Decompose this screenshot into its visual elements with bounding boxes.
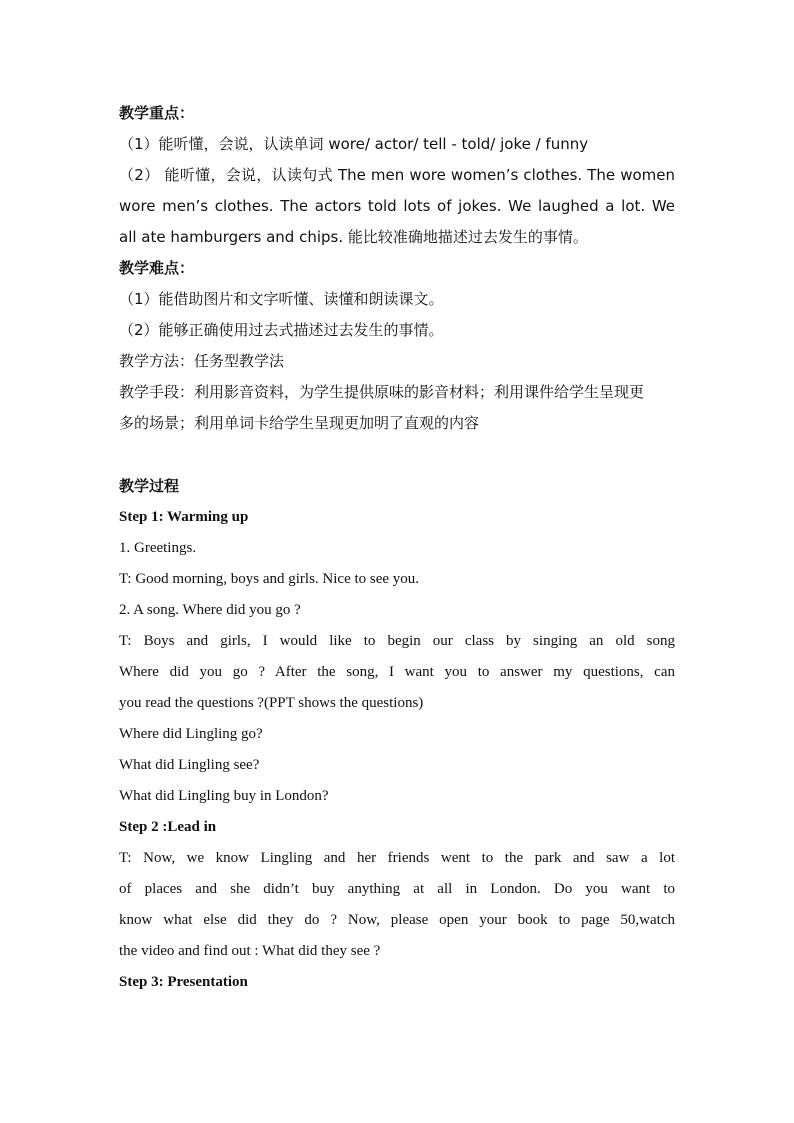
key-point-item-2-line-1: （2） 能听懂，会说，认读句式 The men wore women’s clothes. The women	[119, 166, 675, 184]
difficulty-item-2: （2）能够正确使用过去式描述过去发生的事情。	[119, 321, 444, 339]
step1-line-4: T: Boys and girls, I would like to begin our class by singing an old song	[119, 633, 675, 649]
step1-line-9: What did Lingling buy in London?	[119, 788, 329, 804]
difficulty-item-1: （1）能借助图片和文字听懂、读懂和朗读课文。	[119, 290, 444, 308]
teaching-means-line-2: 多的场景；利用单词卡给学生呈现更加明了直观的内容	[119, 414, 480, 432]
step1-line-2: T: Good morning, boys and girls. Nice to see you.	[119, 571, 420, 587]
step1-line-6: you read the questions ?(PPT shows the questions)	[119, 695, 424, 711]
step1-heading: Step 1: Warming up	[119, 509, 249, 525]
key-point-item-2-line-2: wore men’s clothes. The actors told lots of jokes. We laughed a lot. We	[119, 197, 675, 215]
step3-heading: Step 3: Presentation	[119, 974, 248, 990]
step1-line-3: 2. A song. Where did you go ?	[119, 602, 301, 618]
key-point-item-2-line-3: all ate hamburgers and chips. 能比较准确地描述过去发生的事情。	[119, 228, 588, 246]
difficulties-heading: 教学难点：	[119, 259, 195, 277]
key-point-item-1: （1）能听懂，会说，认读单词 wore/ actor/ tell - told/ joke / funny	[119, 135, 589, 153]
step2-line-1: T: Now, we know Lingling and her friends went to the park and saw a lot	[119, 850, 675, 866]
step2-line-2: of places and she didn’t buy anything at all in London. Do you want to	[119, 881, 675, 897]
step2-line-3: know what else did they do ? Now, please open your book to page 50,watch	[119, 912, 675, 928]
key-points-heading: 教学重点：	[119, 104, 195, 122]
step1-line-5: Where did you go ? After the song, I want you to answer my questions, can	[119, 664, 675, 680]
teaching-means-line-1: 教学手段：利用影音资料，为学生提供原味的影音材料；利用课件给学生呈现更	[119, 383, 645, 401]
step1-line-8: What did Lingling see?	[119, 757, 260, 773]
step1-line-7: Where did Lingling go?	[119, 726, 263, 742]
step2-line-4: the video and find out : What did they see ?	[119, 943, 381, 959]
section-spacer	[119, 439, 675, 471]
document-page	[119, 98, 675, 998]
step1-line-1: 1. Greetings.	[119, 540, 197, 556]
step2-heading: Step 2 :Lead in	[119, 819, 217, 835]
process-heading: 教学过程	[119, 477, 180, 495]
teaching-method: 教学方法：任务型教学法	[119, 352, 285, 370]
